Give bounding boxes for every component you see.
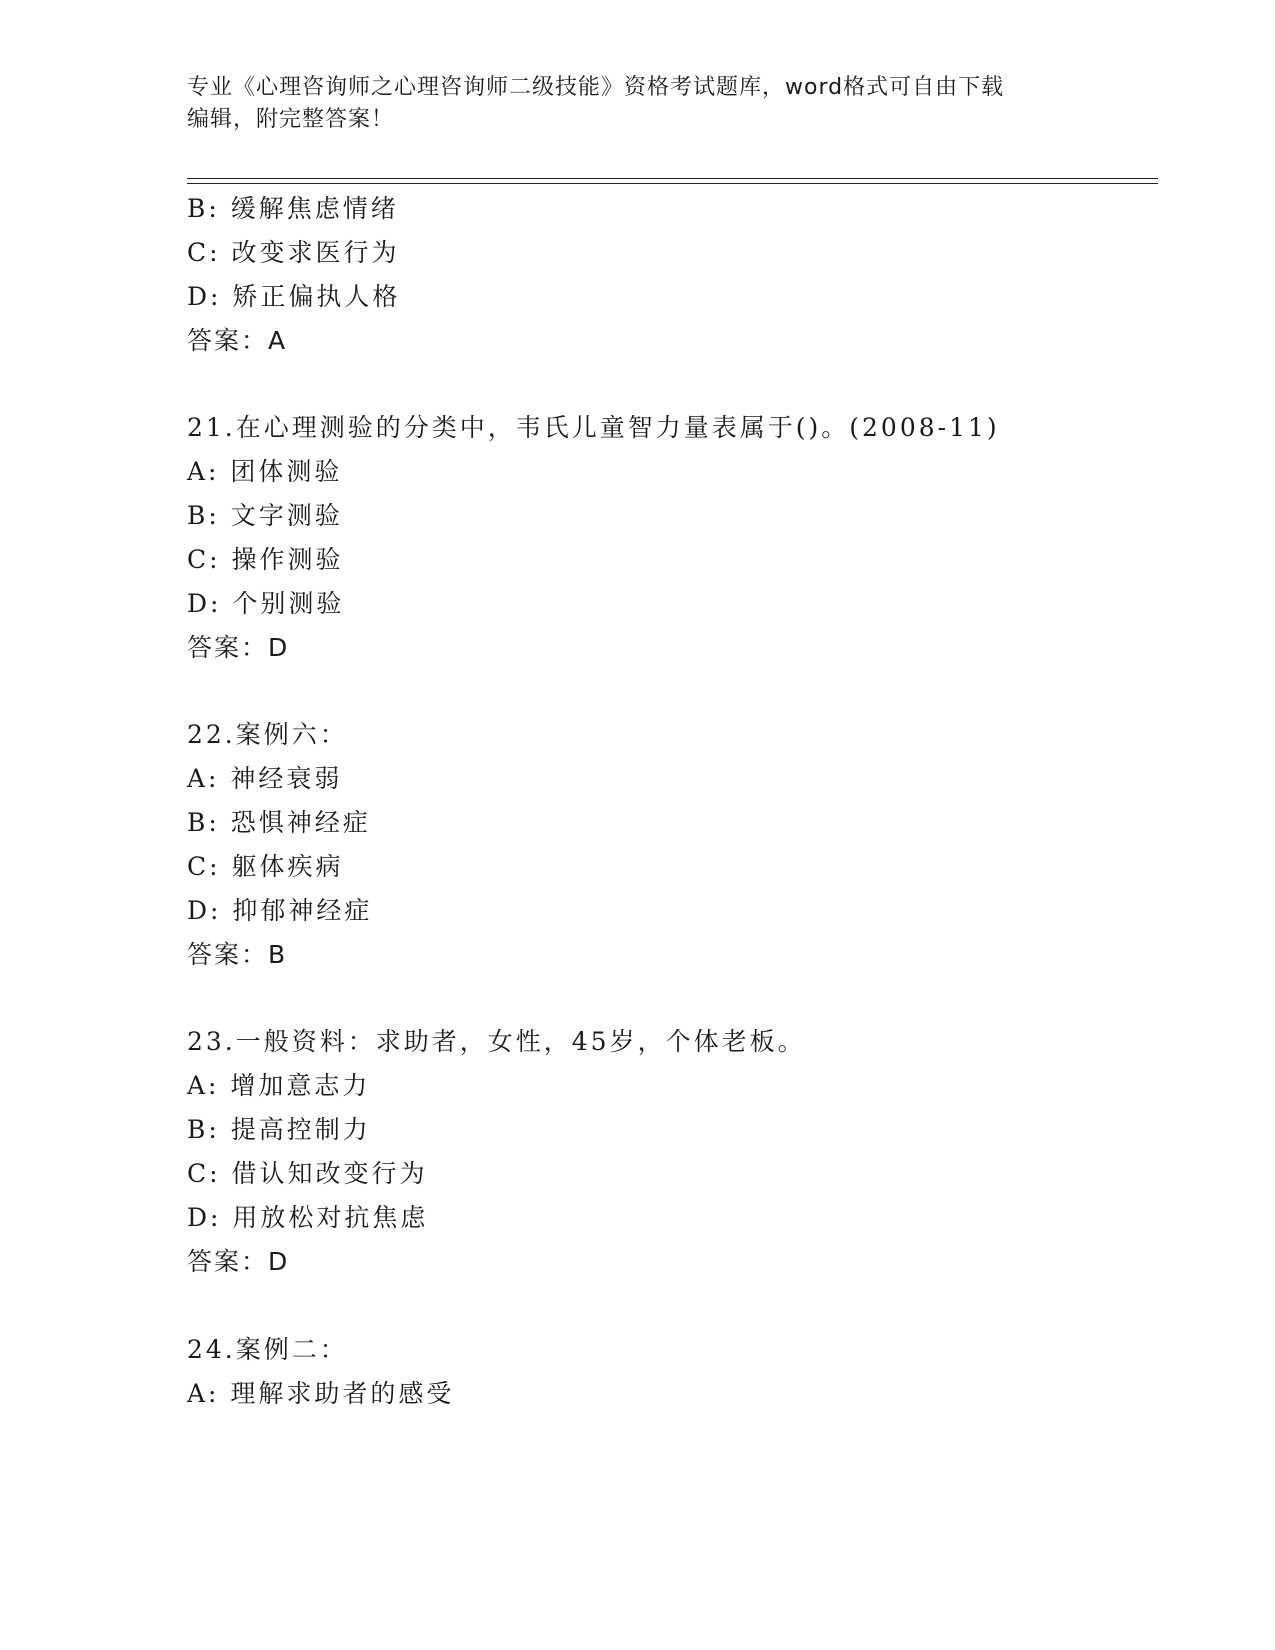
option-b: B: 恐惧神经症	[187, 808, 371, 837]
question-stem-23: 23.一般资料：求助者，女性，45岁，个体老板。	[187, 1027, 806, 1056]
answer-line: 答案：D	[187, 633, 290, 662]
option-d: D: 个别测验	[187, 589, 345, 618]
answer-line: 答案：A	[187, 326, 288, 355]
option-d: D: 矫正偏执人格	[187, 282, 401, 311]
answer-line: 答案：B	[187, 940, 288, 969]
option-a: A: 理解求助者的感受	[187, 1379, 455, 1408]
option-c: C: 操作测验	[187, 545, 344, 574]
question-stem-24: 24.案例二：	[187, 1335, 348, 1364]
option-c: C: 躯体疾病	[187, 852, 344, 881]
option-d: D: 用放松对抗焦虑	[187, 1203, 429, 1232]
option-c: C: 改变求医行为	[187, 238, 400, 267]
option-a: A: 团体测验	[187, 457, 343, 486]
option-c: C: 借认知改变行为	[187, 1159, 428, 1188]
header-line-2: 编辑，附完整答案！	[187, 107, 395, 132]
header-line-1: 专业《心理咨询师之心理咨询师二级技能》资格考试题库，word格式可自由下载	[187, 75, 1005, 100]
question-stem-21: 21.在心理测验的分类中，韦氏儿童智力量表属于()。(2008-11)	[187, 413, 1000, 442]
document-header	[187, 72, 1087, 136]
option-a: A: 增加意志力	[187, 1071, 371, 1100]
question-stem-22: 22.案例六：	[187, 720, 348, 749]
option-d: D: 抑郁神经症	[187, 896, 373, 925]
option-a: A: 神经衰弱	[187, 764, 343, 793]
header-divider-top	[187, 178, 1158, 179]
option-b: B: 缓解焦虑情绪	[187, 194, 399, 223]
option-b: B: 提高控制力	[187, 1115, 371, 1144]
answer-line: 答案：D	[187, 1247, 290, 1276]
header-divider-bottom	[187, 183, 1158, 184]
option-b: B: 文字测验	[187, 501, 343, 530]
